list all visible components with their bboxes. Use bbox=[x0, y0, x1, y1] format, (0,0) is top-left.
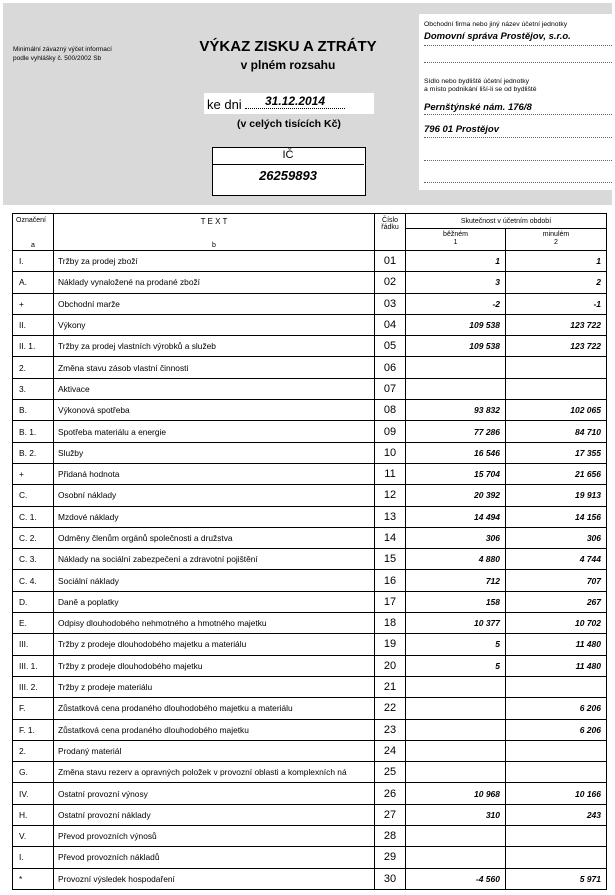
row-number: 13 bbox=[375, 506, 406, 527]
row-text: Náklady vynaložené na prodané zboží bbox=[54, 272, 375, 293]
row-current-value: -4 560 bbox=[406, 868, 506, 889]
row-current-value bbox=[406, 698, 506, 719]
row-code: C. bbox=[13, 485, 54, 506]
date-value: 31.12.2014 bbox=[264, 94, 326, 108]
row-previous-value bbox=[506, 676, 607, 697]
row-previous-value: 10 702 bbox=[506, 613, 607, 634]
row-number: 15 bbox=[375, 549, 406, 570]
header-previous-label: minulém bbox=[542, 231, 570, 238]
table-row bbox=[13, 634, 607, 655]
row-text: Změna stavu zásob vlastní činnosti bbox=[54, 357, 375, 378]
row-text: Tržby za prodej vlastních výrobků a služeb bbox=[54, 336, 375, 357]
row-current-value bbox=[406, 719, 506, 740]
table-row bbox=[13, 826, 607, 847]
table-row bbox=[13, 336, 607, 357]
row-code: 2. bbox=[13, 357, 54, 378]
row-text: Odpisy dlouhodobého nehmotného a hmotného majetku bbox=[54, 613, 375, 634]
row-text: Aktivace bbox=[54, 378, 375, 399]
row-code: B. 1. bbox=[13, 421, 54, 442]
row-previous-value: 102 065 bbox=[506, 400, 607, 421]
row-current-value: 109 538 bbox=[406, 314, 506, 335]
table-row bbox=[13, 251, 607, 272]
firm-street: Pernštýnské nám. 176/8 bbox=[424, 102, 532, 113]
row-previous-value bbox=[506, 847, 607, 868]
row-code: A. bbox=[13, 272, 54, 293]
row-previous-value: 14 156 bbox=[506, 506, 607, 527]
row-previous-value: 6 206 bbox=[506, 719, 607, 740]
row-previous-value: 10 166 bbox=[506, 783, 607, 804]
row-code: C. 1. bbox=[13, 506, 54, 527]
row-text: Tržby z prodeje dlouhodobého majetku a materiálu bbox=[54, 634, 375, 655]
row-text: Zůstatková cena prodaného dlouhodobého majetku a materiálu bbox=[54, 698, 375, 719]
row-number: 28 bbox=[375, 826, 406, 847]
income-statement-table bbox=[12, 213, 607, 890]
report-title: VÝKAZ ZISKU A ZTRÁTY bbox=[199, 38, 377, 55]
row-code: III. bbox=[13, 634, 54, 655]
row-text: Náklady na sociální zabezpečení a zdravotní pojištění bbox=[54, 549, 375, 570]
row-text: Provozní výsledek hospodaření bbox=[54, 868, 375, 889]
row-current-value: 10 377 bbox=[406, 613, 506, 634]
row-text: Změna stavu rezerv a opravných položek v provozní oblasti a komplexních ná bbox=[54, 762, 375, 783]
header-row-number-label: Číslo bbox=[382, 217, 398, 224]
firm-name-value: Domovní správa Prostějov, s.r.o. bbox=[424, 31, 571, 42]
row-number: 27 bbox=[375, 804, 406, 825]
header-current bbox=[406, 229, 506, 251]
row-number: 26 bbox=[375, 783, 406, 804]
row-previous-value: 123 722 bbox=[506, 336, 607, 357]
row-current-value: 16 546 bbox=[406, 442, 506, 463]
row-number: 08 bbox=[375, 400, 406, 421]
table-row bbox=[13, 655, 607, 676]
row-number: 10 bbox=[375, 442, 406, 463]
row-number: 07 bbox=[375, 378, 406, 399]
header-current-label: běžném bbox=[443, 231, 468, 238]
row-number: 02 bbox=[375, 272, 406, 293]
row-previous-value bbox=[506, 378, 607, 399]
table-row bbox=[13, 762, 607, 783]
row-previous-value: 1 bbox=[506, 251, 607, 272]
row-code: E. bbox=[13, 613, 54, 634]
row-code: + bbox=[13, 463, 54, 484]
table-row bbox=[13, 400, 607, 421]
row-code: H. bbox=[13, 804, 54, 825]
row-previous-value: 11 480 bbox=[506, 655, 607, 676]
row-previous-value: 4 744 bbox=[506, 549, 607, 570]
table-row bbox=[13, 463, 607, 484]
firm-dotted-line bbox=[424, 160, 612, 161]
row-text: Výkony bbox=[54, 314, 375, 335]
row-number: 19 bbox=[375, 634, 406, 655]
row-code: B. 2. bbox=[13, 442, 54, 463]
row-text: Převod provozních nákladů bbox=[54, 847, 375, 868]
ic-label: IČ bbox=[212, 149, 364, 165]
legal-note bbox=[13, 45, 173, 63]
row-text: Ostatní provozní náklady bbox=[54, 804, 375, 825]
table-row bbox=[13, 272, 607, 293]
table-row bbox=[13, 485, 607, 506]
row-code: II. bbox=[13, 314, 54, 335]
row-number: 29 bbox=[375, 847, 406, 868]
table-row bbox=[13, 591, 607, 612]
row-previous-value bbox=[506, 826, 607, 847]
row-current-value: 158 bbox=[406, 591, 506, 612]
table-row bbox=[13, 293, 607, 314]
firm-box bbox=[419, 14, 615, 190]
row-previous-value: 11 480 bbox=[506, 634, 607, 655]
header-text bbox=[54, 214, 375, 251]
row-code: III. 1. bbox=[13, 655, 54, 676]
header-previous bbox=[506, 229, 607, 251]
header-row-number-label-2: řádku bbox=[381, 224, 399, 231]
firm-address-label: a místo podnikání liší-li se od bydliště bbox=[424, 86, 537, 93]
table-row bbox=[13, 506, 607, 527]
row-code: D. bbox=[13, 591, 54, 612]
row-code: 2. bbox=[13, 740, 54, 761]
date-label: ke dni bbox=[207, 97, 242, 112]
row-code: * bbox=[13, 868, 54, 889]
row-previous-value: 2 bbox=[506, 272, 607, 293]
row-current-value bbox=[406, 826, 506, 847]
row-text: Tržby z prodeje materiálu bbox=[54, 676, 375, 697]
row-code: I. bbox=[13, 847, 54, 868]
row-current-value bbox=[406, 378, 506, 399]
row-previous-value bbox=[506, 357, 607, 378]
row-number: 05 bbox=[375, 336, 406, 357]
table-row bbox=[13, 804, 607, 825]
units-note: (v celých tisících Kč) bbox=[237, 118, 341, 130]
table-row bbox=[13, 527, 607, 548]
row-current-value: 4 880 bbox=[406, 549, 506, 570]
row-number: 09 bbox=[375, 421, 406, 442]
row-current-value: 15 704 bbox=[406, 463, 506, 484]
row-current-value: 10 968 bbox=[406, 783, 506, 804]
row-code: II. 1. bbox=[13, 336, 54, 357]
row-text: Mzdové náklady bbox=[54, 506, 375, 527]
row-text: Osobní náklady bbox=[54, 485, 375, 506]
table-row bbox=[13, 719, 607, 740]
row-number: 23 bbox=[375, 719, 406, 740]
firm-name-label: Obchodní firma nebo jiný název účetní jednotky bbox=[424, 21, 568, 28]
row-text: Ostatní provozní výnosy bbox=[54, 783, 375, 804]
row-text: Obchodní marže bbox=[54, 293, 375, 314]
row-text: Sociální náklady bbox=[54, 570, 375, 591]
header-text-sub: b bbox=[212, 242, 216, 249]
row-current-value: 3 bbox=[406, 272, 506, 293]
row-number: 30 bbox=[375, 868, 406, 889]
table-row bbox=[13, 442, 607, 463]
row-current-value: 5 bbox=[406, 655, 506, 676]
row-current-value bbox=[406, 762, 506, 783]
row-previous-value: 707 bbox=[506, 570, 607, 591]
row-previous-value bbox=[506, 762, 607, 783]
row-text: Spotřeba materiálu a energie bbox=[54, 421, 375, 442]
firm-dotted-line bbox=[424, 62, 612, 63]
row-number: 25 bbox=[375, 762, 406, 783]
row-current-value: 109 538 bbox=[406, 336, 506, 357]
row-number: 24 bbox=[375, 740, 406, 761]
row-number: 03 bbox=[375, 293, 406, 314]
row-code: F. bbox=[13, 698, 54, 719]
row-text: Tržby z prodeje dlouhodobého majetku bbox=[54, 655, 375, 676]
row-current-value: 712 bbox=[406, 570, 506, 591]
row-previous-value: 19 913 bbox=[506, 485, 607, 506]
row-current-value bbox=[406, 676, 506, 697]
row-previous-value: 243 bbox=[506, 804, 607, 825]
row-current-value: 310 bbox=[406, 804, 506, 825]
firm-dotted-line bbox=[424, 45, 612, 46]
header-code-label: Označení bbox=[16, 217, 46, 224]
table-row bbox=[13, 549, 607, 570]
ic-value: 26259893 bbox=[259, 168, 317, 183]
row-previous-value: -1 bbox=[506, 293, 607, 314]
row-code: F. 1. bbox=[13, 719, 54, 740]
table-row bbox=[13, 378, 607, 399]
row-code: + bbox=[13, 293, 54, 314]
row-number: 17 bbox=[375, 591, 406, 612]
row-number: 20 bbox=[375, 655, 406, 676]
legal-note-line: podle vyhlášky č. 500/2002 Sb bbox=[13, 55, 102, 62]
row-current-value bbox=[406, 847, 506, 868]
row-text: Zůstatková cena prodaného dlouhodobého majetku bbox=[54, 719, 375, 740]
row-text: Tržby za prodej zboží bbox=[54, 251, 375, 272]
row-current-value: -2 bbox=[406, 293, 506, 314]
row-previous-value: 267 bbox=[506, 591, 607, 612]
legal-note-line: Minimální závazný výčet informací bbox=[13, 46, 112, 53]
header-text-label: T E X T bbox=[200, 217, 228, 226]
table-row bbox=[13, 570, 607, 591]
row-previous-value: 6 206 bbox=[506, 698, 607, 719]
row-current-value: 93 832 bbox=[406, 400, 506, 421]
firm-dotted-line bbox=[424, 182, 612, 183]
table-row bbox=[13, 868, 607, 889]
table-header-row bbox=[13, 214, 607, 229]
table-row bbox=[13, 357, 607, 378]
row-previous-value: 21 656 bbox=[506, 463, 607, 484]
row-text: Prodaný materiál bbox=[54, 740, 375, 761]
table-row bbox=[13, 421, 607, 442]
row-number: 04 bbox=[375, 314, 406, 335]
row-code: I. bbox=[13, 251, 54, 272]
table-row bbox=[13, 783, 607, 804]
header-code-sub: a bbox=[31, 242, 35, 249]
table-row bbox=[13, 676, 607, 697]
header-code bbox=[13, 214, 54, 251]
row-current-value bbox=[406, 357, 506, 378]
row-code: V. bbox=[13, 826, 54, 847]
header-row-number bbox=[375, 214, 406, 251]
row-code: C. 2. bbox=[13, 527, 54, 548]
row-number: 06 bbox=[375, 357, 406, 378]
row-number: 18 bbox=[375, 613, 406, 634]
row-previous-value: 17 355 bbox=[506, 442, 607, 463]
row-text: Daně a poplatky bbox=[54, 591, 375, 612]
header-previous-sub: 2 bbox=[554, 239, 558, 246]
row-previous-value: 84 710 bbox=[506, 421, 607, 442]
row-text: Přidaná hodnota bbox=[54, 463, 375, 484]
row-code: B. bbox=[13, 400, 54, 421]
row-previous-value: 306 bbox=[506, 527, 607, 548]
row-number: 16 bbox=[375, 570, 406, 591]
row-text: Výkonová spotřeba bbox=[54, 400, 375, 421]
row-previous-value bbox=[506, 740, 607, 761]
row-current-value: 1 bbox=[406, 251, 506, 272]
row-code: 3. bbox=[13, 378, 54, 399]
report-subtitle: v plném rozsahu bbox=[240, 58, 336, 72]
row-current-value: 5 bbox=[406, 634, 506, 655]
row-number: 12 bbox=[375, 485, 406, 506]
row-previous-value: 123 722 bbox=[506, 314, 607, 335]
row-current-value: 20 392 bbox=[406, 485, 506, 506]
row-text: Služby bbox=[54, 442, 375, 463]
row-current-value: 77 286 bbox=[406, 421, 506, 442]
firm-dotted-line bbox=[424, 137, 612, 138]
row-code: IV. bbox=[13, 783, 54, 804]
row-text: Převod provozních výnosů bbox=[54, 826, 375, 847]
firm-address-label: Sídlo nebo bydliště účetní jednotky bbox=[424, 78, 530, 85]
table-row bbox=[13, 698, 607, 719]
row-previous-value: 5 971 bbox=[506, 868, 607, 889]
row-number: 14 bbox=[375, 527, 406, 548]
firm-dotted-line bbox=[424, 114, 612, 115]
row-text: Odměny členům orgánů společnosti a družstva bbox=[54, 527, 375, 548]
header-period: Skutečnost v účetním období bbox=[406, 214, 607, 229]
row-code: C. 4. bbox=[13, 570, 54, 591]
row-code: G. bbox=[13, 762, 54, 783]
row-current-value bbox=[406, 740, 506, 761]
row-number: 01 bbox=[375, 251, 406, 272]
row-code: III. 2. bbox=[13, 676, 54, 697]
row-code: C. 3. bbox=[13, 549, 54, 570]
row-number: 21 bbox=[375, 676, 406, 697]
row-number: 22 bbox=[375, 698, 406, 719]
firm-city: 796 01 Prostějov bbox=[424, 124, 499, 135]
row-current-value: 306 bbox=[406, 527, 506, 548]
header-current-sub: 1 bbox=[453, 239, 458, 246]
row-number: 11 bbox=[375, 463, 406, 484]
table-row bbox=[13, 847, 607, 868]
table-row bbox=[13, 740, 607, 761]
table-row bbox=[13, 314, 607, 335]
table-row bbox=[13, 613, 607, 634]
row-current-value: 14 494 bbox=[406, 506, 506, 527]
